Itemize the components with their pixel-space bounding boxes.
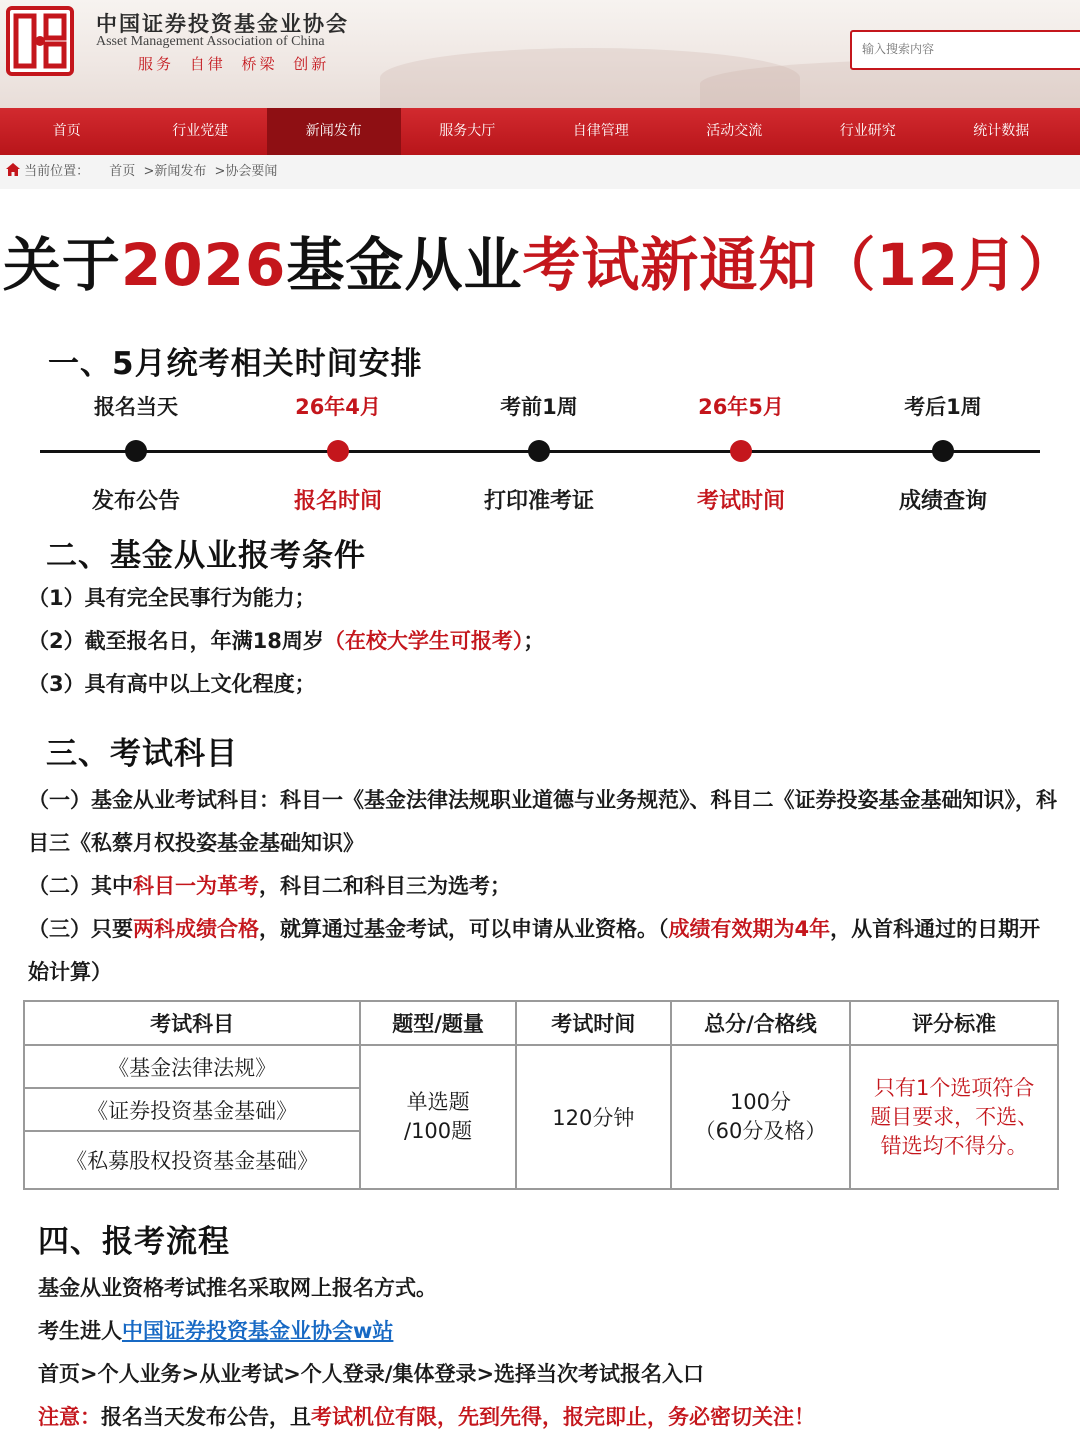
table-row (24, 1045, 1058, 1088)
timeline-dot (528, 440, 550, 462)
nav-item-research[interactable]: 行业研究 (839, 123, 896, 139)
org-name-chinese: 中国证券投资基金业协会 (96, 11, 349, 36)
main-nav (0, 108, 1080, 155)
title-part-3: 基金从业 (286, 231, 523, 299)
nav-item-service-hall[interactable]: 服务大厅 (439, 123, 496, 139)
timeline-node-announcement (36, 392, 236, 515)
note-highlight: 考试机位有限，先到先得，报完即止，务必密切关注！ (311, 1405, 815, 1429)
timeline-dot (730, 440, 752, 462)
pass-rule-highlight: 两科成绩合格 (133, 917, 259, 941)
timeline-node-bottom: 成绩查询 (898, 489, 987, 514)
breadcrumb-home[interactable]: 首页 (109, 164, 136, 179)
title-year: 2026 (120, 231, 287, 299)
timeline-node-top: 考后1周 (904, 395, 982, 419)
subject-cell: 《基金法律法规》 (24, 1045, 360, 1088)
timeline-dot (327, 440, 349, 462)
logo-emblem-icon (10, 10, 70, 72)
subject-cell: 《证券投资基金基础》 (24, 1088, 360, 1131)
pass-rule-paragraph (28, 908, 1058, 994)
requirement-2-end: ； (523, 629, 545, 653)
timeline-dot (125, 440, 147, 462)
subjects-paragraph: （一）基金从业考试科目：科目一《基金法律法规职业道德与业务规范》、科目二《证券投姿基金基础知识》，科目三《私蔡月权投姿基金基础知识》 (28, 788, 1057, 855)
timeline-dot (932, 440, 954, 462)
home-icon (6, 163, 20, 176)
registration-path: 首页>个人业务>从业考试>个人登录/集体登录>选择当次考试报名入口 (38, 1362, 705, 1386)
breadcrumb-label: 当前位置： (24, 164, 90, 179)
nav-item-statistics[interactable]: 统计数据 (973, 123, 1030, 139)
exam-subjects-table (23, 1000, 1059, 1190)
duration-cell: 120分钟 (516, 1045, 671, 1189)
score-line-2: （60分及格） (694, 1119, 827, 1143)
org-name-english: Asset Management Association of China (96, 34, 325, 49)
scoring-rule-cell: 只有1个选项符合题目要求，不选、错选均不得分。 (850, 1045, 1058, 1189)
timeline-node-registration (238, 392, 438, 515)
section-1-heading: 一、5月统考相关时间安排 (48, 346, 423, 382)
timeline-node-exam (641, 392, 841, 515)
timeline-node-top: 考前1周 (500, 395, 578, 419)
table-header: 评分标准 (850, 1001, 1058, 1045)
nav-item-events[interactable]: 活动交流 (706, 123, 763, 139)
compulsory-text-a: （二）其中 (28, 874, 133, 898)
registration-site-text: 考生进人 (38, 1319, 122, 1343)
subject-cell: 《私募股权投资基金基础》 (24, 1131, 360, 1189)
table-header: 题型/题量 (360, 1001, 516, 1045)
page-title (0, 218, 1080, 302)
association-logo[interactable] (6, 6, 74, 76)
question-type-cell (360, 1045, 516, 1189)
nav-item-home[interactable]: 首页 (52, 123, 81, 139)
nav-item-self-regulation[interactable]: 自律管理 (572, 123, 629, 139)
compulsory-text-c: ，科目二和科目三为选考； (259, 874, 511, 898)
pass-rule-text-a: （三）只要 (28, 917, 133, 941)
question-type-line-2: /100题 (404, 1119, 473, 1143)
validity-highlight: 成绩有效期为4年 (668, 917, 831, 941)
breadcrumb-news[interactable]: >新闻发布 (143, 164, 207, 179)
pass-rule-text-c: ，就算通过基金考试，可以申请从业资格。（ (259, 917, 669, 941)
requirement-3: （3）具有高中以上文化程度； (28, 672, 316, 696)
pass-rule-text-e: ，从首科通过的日期开始计算） (28, 917, 1041, 984)
timeline-node-top: 26年5月 (698, 395, 784, 419)
breadcrumb-association-news[interactable]: >协会要闻 (214, 164, 278, 179)
table-header-row (24, 1001, 1058, 1045)
section-2-heading: 二、基金从业报考条件 (46, 538, 366, 574)
nav-item-news[interactable]: 新闻发布 (267, 108, 401, 155)
timeline-node-bottom: 报名时间 (293, 489, 382, 514)
breadcrumb (0, 155, 1080, 189)
title-part-4: 考试新通知（12月） (522, 231, 1078, 299)
timeline-node-results (843, 392, 1043, 515)
registration-method: 基金从业资格考试推名采取网上报名方式。 (38, 1276, 437, 1300)
timeline-node-bottom: 发布公告 (91, 489, 180, 514)
title-part-1: 关于 (2, 231, 121, 299)
registration-note (38, 1396, 1068, 1439)
requirement-2-highlight: （在校大学生可报考） (323, 629, 524, 653)
timeline-node-bottom: 打印准考证 (483, 489, 594, 514)
registration-site (38, 1310, 1068, 1353)
section-3-heading: 三、考试科目 (46, 736, 238, 772)
timeline-node-top: 报名当天 (94, 395, 178, 419)
nav-item-party-building[interactable]: 行业党建 (172, 123, 229, 139)
note-text-a: 报名当天发布公告，且 (101, 1405, 311, 1429)
section-4-heading: 四、报考流程 (38, 1224, 230, 1260)
question-type-line-1: 单选题 (406, 1090, 470, 1114)
requirement-1: （1）具有完全民事行为能力； (28, 586, 316, 610)
timeline-node-top: 26年4月 (295, 395, 381, 419)
compulsory-highlight: 科目一为革考 (133, 874, 259, 898)
table-header: 考试科目 (24, 1001, 360, 1045)
table-header: 总分/合格线 (671, 1001, 851, 1045)
requirement-2 (28, 620, 1058, 663)
timeline-node-admission-ticket (439, 392, 639, 515)
site-header (0, 0, 1080, 108)
requirement-2-text: （2）截至报名日，年满18周岁 (28, 629, 324, 653)
table-header: 考试时间 (516, 1001, 671, 1045)
compulsory-paragraph (28, 865, 1058, 908)
association-website-link[interactable]: 中国证券投资基金业协会w站 (122, 1319, 394, 1343)
score-line-1: 100分 (729, 1090, 792, 1114)
exam-timeline (40, 392, 1040, 522)
org-slogan: 服务 自律 桥梁 创新 (138, 55, 330, 73)
score-cell (671, 1045, 851, 1189)
search-input[interactable] (862, 32, 1080, 66)
timeline-node-bottom: 考试时间 (696, 489, 785, 514)
note-label: 注意： (38, 1405, 101, 1429)
search-box (850, 30, 1080, 70)
